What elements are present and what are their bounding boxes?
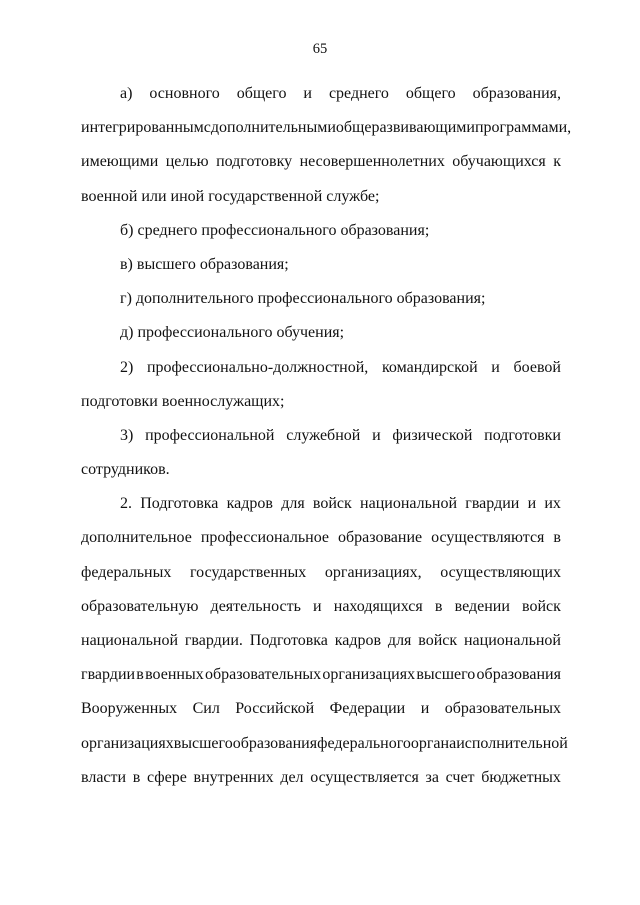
- word: организациях,: [324, 563, 422, 581]
- word: войск: [522, 597, 561, 615]
- page-number: 65: [312, 41, 328, 57]
- text-line: [81, 727, 568, 761]
- word: организациях: [81, 734, 174, 752]
- word: высшего: [416, 666, 476, 684]
- text-line: д) профессионального обучения;: [120, 324, 345, 342]
- word: счет: [445, 768, 475, 786]
- word: обучающихся: [452, 153, 546, 171]
- word: и: [313, 597, 322, 615]
- word: целью: [165, 153, 209, 171]
- text-line: [81, 111, 572, 145]
- word: в: [553, 529, 561, 547]
- word: и: [527, 495, 537, 513]
- word: дополнительное: [81, 529, 192, 547]
- word: Российской: [235, 700, 315, 718]
- word: Сил: [192, 700, 220, 718]
- word: гвардии.: [184, 632, 243, 649]
- word: служебной: [286, 426, 361, 444]
- word: боевой: [513, 358, 561, 376]
- word: а): [120, 85, 133, 102]
- text-line: [81, 145, 561, 179]
- text-line: в) высшего образования;: [120, 255, 289, 273]
- word: физической: [392, 426, 473, 444]
- text-line: [81, 521, 561, 555]
- word: войск: [418, 632, 458, 649]
- word: высшего: [173, 734, 233, 752]
- word: Федерации: [329, 700, 406, 718]
- word: кадров: [334, 632, 382, 649]
- word: сфере: [147, 768, 187, 786]
- text-line: [81, 590, 561, 624]
- word: в: [132, 768, 141, 786]
- word: в: [136, 666, 144, 684]
- word: национальной: [81, 632, 178, 649]
- word: Подготовка: [140, 495, 219, 513]
- word: и: [420, 700, 430, 718]
- text-line: подготовки военнослужащих;: [81, 392, 285, 410]
- word: дел: [280, 768, 304, 786]
- word: образовательных: [204, 666, 322, 684]
- word: программами,: [474, 119, 572, 137]
- text-line: [81, 624, 561, 658]
- text-line: [81, 487, 561, 521]
- word: войск: [312, 495, 352, 513]
- word: государственных: [190, 563, 307, 581]
- word: осуществляются: [431, 529, 545, 547]
- word: к: [553, 153, 561, 171]
- word: с: [203, 119, 211, 137]
- text-line: [81, 351, 561, 385]
- word: имеющими: [81, 153, 159, 171]
- word: бюджетных: [481, 768, 561, 786]
- word: несовершеннолетних: [299, 153, 445, 171]
- word: профессионально-должностной,: [146, 358, 369, 376]
- word: профессиональной: [145, 426, 275, 444]
- word: их: [544, 495, 561, 513]
- word: 3): [120, 426, 134, 444]
- document-body: [81, 77, 572, 795]
- word: военных: [145, 666, 204, 684]
- word: основного: [149, 85, 220, 102]
- word: исполнительной: [456, 734, 568, 752]
- word: образования,: [472, 85, 561, 102]
- word: осуществляется: [310, 768, 419, 786]
- word: среднего: [328, 85, 389, 102]
- word: 2.: [120, 495, 132, 513]
- word: дополнительными: [210, 119, 336, 137]
- text-line: б) среднего профессионального образования;: [120, 221, 430, 239]
- text-line: [81, 77, 561, 111]
- word: власти: [81, 768, 127, 786]
- word: Вооруженных: [81, 700, 178, 718]
- word: подготовку: [216, 153, 293, 171]
- word: гвардии: [465, 495, 520, 513]
- word: национальной: [463, 632, 561, 649]
- text-line: г) дополнительного профессионального образования;: [120, 290, 486, 308]
- word: и: [491, 358, 500, 376]
- text-line: [81, 419, 561, 453]
- word: и: [303, 85, 312, 102]
- text-line: сотрудников.: [81, 461, 170, 479]
- word: федерального: [317, 734, 411, 752]
- word: ведении: [454, 597, 510, 615]
- word: за: [425, 768, 439, 786]
- word: осуществляющих: [440, 563, 561, 581]
- word: подготовки: [484, 426, 561, 444]
- word: деятельность: [210, 597, 301, 615]
- word: организациях: [322, 666, 416, 684]
- word: образования: [232, 734, 318, 752]
- word: Подготовка: [249, 632, 328, 649]
- word: гвардии: [81, 666, 136, 684]
- word: образовательную: [81, 597, 199, 615]
- text-line: [81, 658, 561, 692]
- word: образования: [476, 666, 561, 684]
- word: профессиональное: [200, 529, 329, 547]
- word: общего: [236, 85, 287, 102]
- word: кадров: [226, 495, 273, 513]
- word: 2): [120, 358, 134, 376]
- word: общеразвивающими: [335, 119, 475, 137]
- text-line: [81, 556, 561, 590]
- word: командирской: [381, 358, 478, 376]
- word: органа: [410, 734, 457, 752]
- word: внутренних: [193, 768, 274, 786]
- word: для: [281, 495, 305, 513]
- word: образование: [337, 529, 423, 547]
- word: образовательных: [444, 700, 561, 718]
- word: общего: [405, 85, 456, 102]
- text-line: [81, 761, 561, 795]
- word: федеральных: [81, 563, 172, 581]
- word: находящихся: [333, 597, 423, 615]
- text-line: [81, 692, 561, 726]
- word: в: [434, 597, 443, 615]
- word: интегрированным: [81, 119, 204, 137]
- word: национальной: [360, 495, 458, 513]
- word: и: [372, 426, 381, 444]
- text-line: военной или иной государственной службе;: [81, 187, 380, 205]
- word: для: [387, 632, 412, 649]
